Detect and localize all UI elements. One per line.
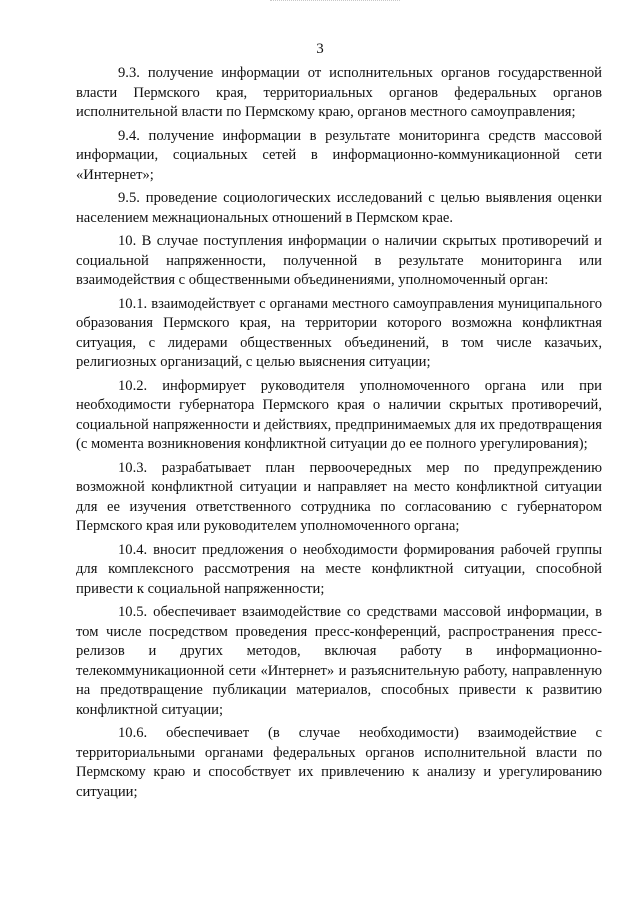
scan-edge-marks [270,0,400,5]
paragraph-10-5: 10.5. обеспечивает взаимодействие со средствами массовой информации, в том числе посредством проведения пресс-конференций, распространения пресс-релизов и других методов, включая работу в информационно-телекоммуникационной сети «Интернет» и разъяснительную работу, направленную на предотвращение публикации материалов, способных привести к развитию конфликтной ситуации; [76,604,602,718]
paragraph-10-3: 10.3. разрабатывает план первоочередных мер по предупреждению возможной конфликтной ситуации и направляет на место конфликтной ситуации для ее изучения ответственного сотрудника по согласованию с губернатором Пермского края или руководителем уполномоченного органа; [76,459,602,534]
paragraph-10-2: 10.2. информирует руководителя уполномоченного органа или при необходимости губернатора Пермского края о наличии скрытых противоречий, социальной напряженности и действиях, предпринимаемых для их предотвращения (с момента возникновения конфликтной ситуации до ее полного урегулирования); [76,377,602,452]
document-body [76,64,602,806]
paragraph-10-6: 10.6. обеспечивает (в случае необходимости) взаимодействие с территориальными органами федеральных органов исполнительной власти по Пермскому краю и способствует их привлечению к анализу и урегулированию ситуации; [76,725,602,800]
paragraph-9-3: 9.3. получение информации от исполнительных органов государственной власти Пермского края, территориальных органов федеральных органов исполнительной власти по Пермскому краю, органов местного самоуправления; [76,65,602,120]
paragraph-9-5: 9.5. проведение социологических исследований с целью выявления оценки населением межнациональных отношений в Пермском крае. [76,190,602,226]
paragraph-10-1: 10.1. взаимодействует с органами местного самоуправления муниципального образования Пермского края, на территории которого возможна конфликтная ситуация, с лидерами общественных объединений, в том числе казачьих, религиозных организаций, с целью выяснения ситуации; [76,295,602,370]
page-number: 3 [316,41,324,57]
paragraph-10: 10. В случае поступления информации о наличии скрытых противоречий и социальной напряженности, полученной в результате мониторинга или взаимодействия с общественными объединениями, уполномоченный орган: [76,233,602,288]
paragraph-10-4: 10.4. вносит предложения о необходимости формирования рабочей группы для комплексного рассмотрения на месте конфликтной ситуации, способной привести к социальной напряженности; [76,541,602,597]
paragraph-9-4: 9.4. получение информации в результате мониторинга средств массовой информации, социальных сетей в информационно-коммуникационной сети «Интернет»; [76,127,602,183]
